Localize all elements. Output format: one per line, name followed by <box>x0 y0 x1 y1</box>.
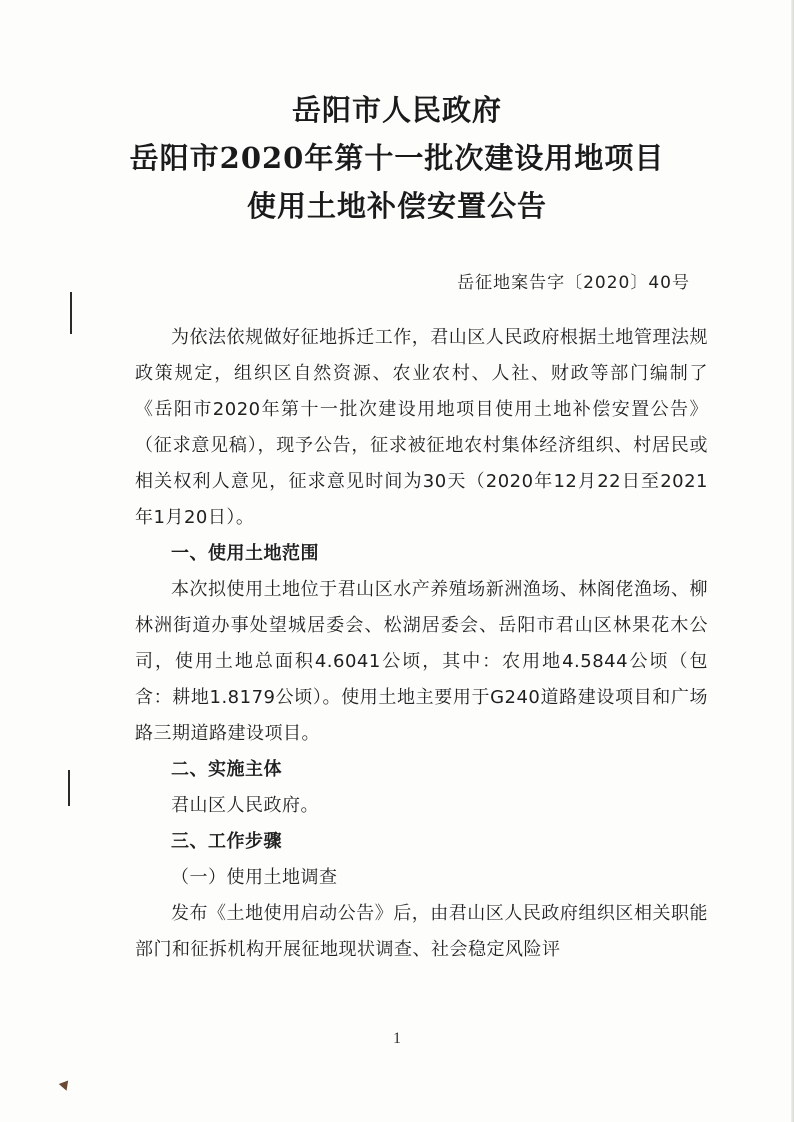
scan-artifact <box>59 1081 71 1093</box>
intro-paragraph: 为依法依规做好征地拆迁工作，君山区人民政府根据土地管理法规政策规定，组织区自然资源、农业农村、人社、财政等部门编制了《岳阳市2020年第十一批次建设用地项目使用土地补偿安置公告》（征求意见稿），现予公告，征求被征地农村集体经济组织、村居民或相关权利人意见，征求意见时间为30天（2020年12月22日至2021年1月20日）。 <box>135 327 708 528</box>
section-text-implementer: 君山区人民政府。 <box>171 795 319 816</box>
subsection-text-survey: 发布《土地使用启动公告》后，由君山区人民政府组织区相关职能部门和征拆机构开展征地现状调查、社会稳定风险评 <box>135 903 708 960</box>
document-number: 岳征地案告字〔2020〕40号 <box>457 273 690 293</box>
section-heading-steps: 三、工作步骤 <box>171 831 282 852</box>
title-project: 岳阳市2020年第十一批次建设用地项目 <box>129 141 665 175</box>
section-heading-implementer: 二、实施主体 <box>171 759 282 780</box>
title-subject: 使用土地补偿安置公告 <box>246 189 547 223</box>
section-heading-land-scope: 一、使用土地范围 <box>171 543 319 564</box>
subsection-heading-survey: （一）使用土地调查 <box>171 867 338 888</box>
binding-mark <box>70 292 72 334</box>
title-issuer: 岳阳市人民政府 <box>291 93 502 127</box>
binding-mark <box>68 770 70 806</box>
section-text-land-scope: 本次拟使用土地位于君山区水产养殖场新洲渔场、林阁佬渔场、柳林洲街道办事处望城居委会、松湖居委会、岳阳市君山区林果花木公司，使用土地总面积4.6041公顷，其中：农用地4.5844公顷（包含：耕地1.8179公顷）。使用土地主要用于G240道路建设项目和广场路三期道路建设项目。 <box>135 579 708 744</box>
document-title <box>0 86 794 230</box>
document-body <box>135 320 708 968</box>
page-number: 1 <box>393 1030 401 1047</box>
